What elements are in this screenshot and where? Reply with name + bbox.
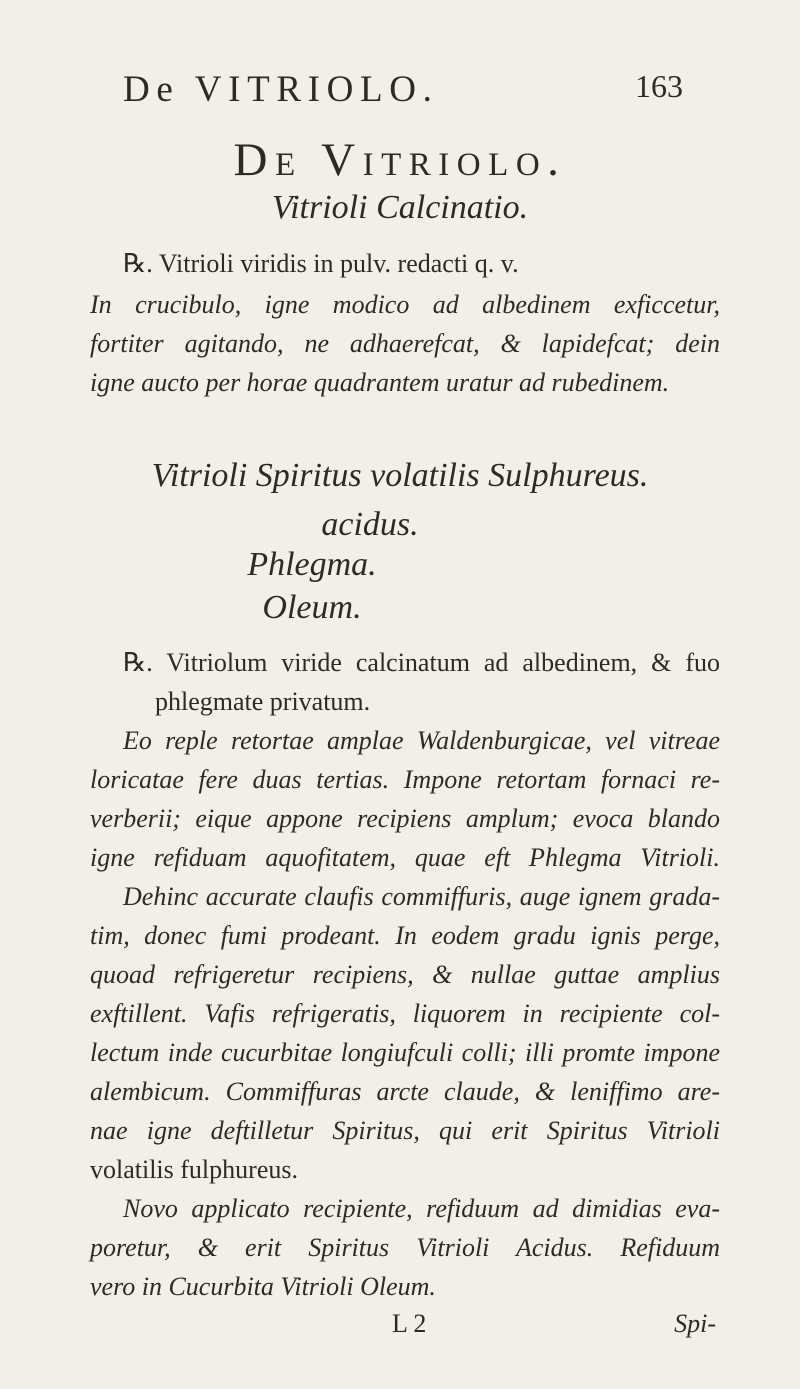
text-line: Eo reple retortae amplae Waldenburgicae, vel vitreae: [123, 726, 720, 755]
page-footer: [0, 1309, 800, 1343]
text-line: exftillent. Vafis refrigeratis, liquorem in recipiente col-: [90, 999, 720, 1028]
text-line: Novo applicato recipiente, refiduum ad dimidias eva-: [123, 1194, 720, 1223]
text-line: ℞. Vitriolum viride calcinatum ad albedinem, & fuo: [123, 648, 720, 677]
text-line: alembicum. Commiffuras arcte claude, & leniffimo are-: [90, 1077, 720, 1106]
text-line: fortiter agitando, ne adhaerefcat, & lapidefcat; dein: [90, 329, 720, 358]
text-line: verberii; eique appone recipiens amplum; evoca blando: [90, 804, 720, 833]
text-line: nae igne deftilletur Spiritus, qui erit Spiritus Vitrioli: [90, 1116, 720, 1145]
text-line: volatilis fulphureus.: [90, 1155, 298, 1184]
text-line: ℞. Vitrioli viridis in pulv. redacti q. v.: [123, 249, 519, 278]
text-line: In crucibulo, igne modico ad albedinem exficcetur,: [90, 290, 720, 319]
text-line: Dehinc accurate claufis commiffuris, auge ignem grada-: [123, 882, 720, 911]
page-number: 163: [635, 68, 683, 104]
text-line: quoad refrigeretur recipiens, & nullae guttae amplius: [90, 960, 720, 989]
text-line: tim, donec fumi prodeant. In eodem gradu ignis perge,: [90, 921, 720, 950]
text-line: lectum inde cucurbitae longiufculi colli; illi promte impone: [90, 1038, 720, 1067]
section-heading-spiritus: Vitrioli Spiritus volatilis Sulphureus.: [151, 457, 649, 494]
section-heading-oleum: Oleum.: [262, 589, 362, 626]
text-line: igne aucto per horae quadrantem uratur ad rubedinem.: [90, 368, 670, 397]
section-heading-calcinatio: Vitrioli Calcinatio.: [271, 189, 529, 226]
running-head: [123, 68, 683, 111]
section-heading-acidus: acidus.: [321, 506, 419, 543]
text-line: phlegmate privatum.: [155, 687, 371, 716]
signature-mark: L 2: [392, 1309, 427, 1338]
text-line: vero in Cucurbita Vitrioli Oleum.: [90, 1272, 436, 1301]
catchword: Spi-: [674, 1309, 716, 1338]
text-line: poretur, & erit Spiritus Vitrioli Acidus. Refiduum: [90, 1233, 720, 1262]
text-line: igne refiduam aquofitatem, quae eft Phlegma Vitrioli.: [90, 843, 720, 872]
chapter-title: De Vitriolo.: [233, 134, 567, 186]
text-line: loricatae fere duas tertias. Impone retortam fornaci re-: [90, 765, 720, 794]
section-heading-phlegma: Phlegma.: [247, 546, 377, 583]
running-head-title: De VITRIOLO.: [123, 69, 439, 110]
